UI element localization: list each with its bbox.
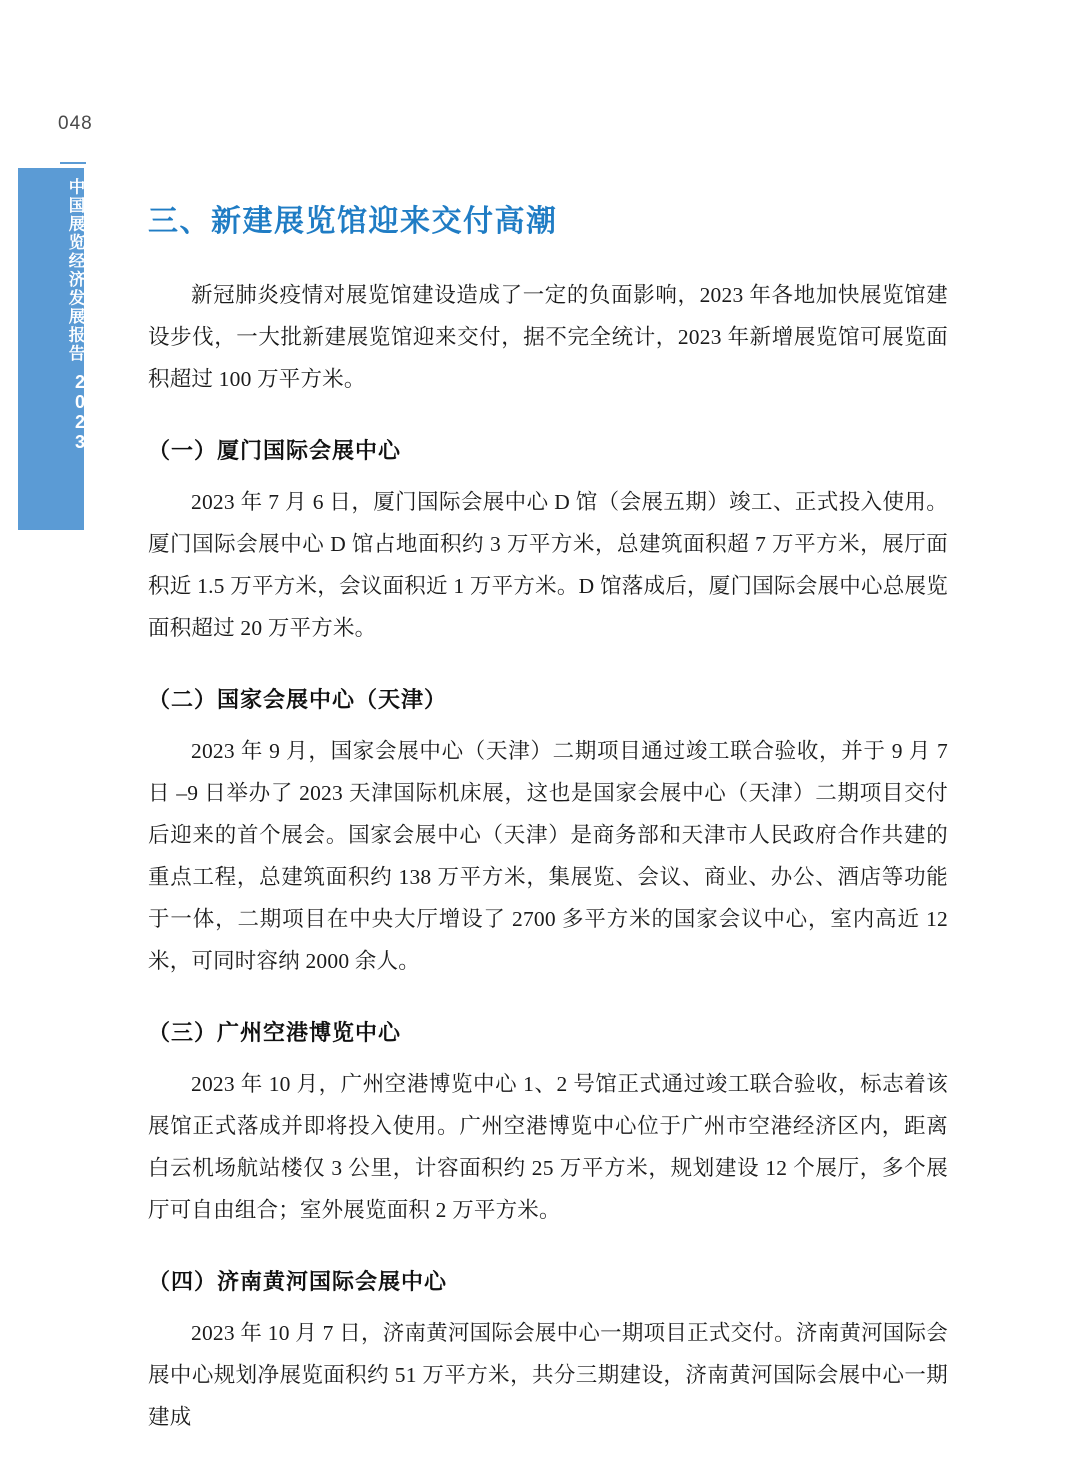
page-number: 048 [58, 113, 93, 134]
subsection-heading-2: （二）国家会展中心（天津） [148, 687, 448, 712]
running-year: 2023 [70, 372, 90, 452]
section-title: 三、新建展览馆迎来交付高潮 [148, 205, 558, 238]
subsection-heading-3: （三）广州空港博览中心 [148, 1020, 402, 1045]
subsection-heading-1: （一）厦门国际会展中心 [148, 438, 402, 463]
side-rule [60, 162, 86, 164]
running-title: 中国展览经济发展报告 [66, 178, 84, 363]
subsection-heading-4: （四）济南黄河国际会展中心 [148, 1269, 448, 1294]
subsection-paragraph-4: 2023 年 10 月 7 日，济南黄河国际会展中心一期项目正式交付。济南黄河国际会展中心规划净展览面积约 51 万平方米，共分三期建设，济南黄河国际会展中心一期建成 [148, 1321, 948, 1429]
subsection-paragraph-1: 2023 年 7 月 6 日，厦门国际会展中心 D 馆（会展五期）竣工、正式投入使用。厦门国际会展中心 D 馆占地面积约 3 万平方米，总建筑面积超 7 万平方米，展厅面积近 1.5 万平方米，会议面积近 1 万平方米。D 馆落成后，厦门国际会展中心总展览面积超过 20 万平方米。 [148, 490, 948, 640]
subsection-paragraph-3: 2023 年 10 月，广州空港博览中心 1、2 号馆正式通过竣工联合验收，标志着该展馆正式落成并即将投入使用。广州空港博览中心位于广州市空港经济区内，距离白云机场航站楼仅 3 公里，计容面积约 25 万平方米，规划建设 12 个展厅，多个展厅可自由组合；室外展览面积 2 万平方米。 [148, 1072, 948, 1222]
subsection-paragraph-2: 2023 年 9 月，国家会展中心（天津）二期项目通过竣工联合验收，并于 9 月 7 日 –9 日举办了 2023 天津国际机床展，这也是国家会展中心（天津）二期项目交付后迎来的首个展会。国家会展中心（天津）是商务部和天津市人民政府合作共建的重点工程，总建筑面积约 138 万平方米，集展览、会议、商业、办公、酒店等功能于一体，二期项目在中央大厅增设了 2700 多平方米的国家会议中心，室内高近 12 米，可同时容纳 2000 余人。 [148, 739, 948, 973]
section-intro-paragraph: 新冠肺炎疫情对展览馆建设造成了一定的负面影响，2023 年各地加快展览馆建设步伐，一大批新建展览馆迎来交付，据不完全统计，2023 年新增展览馆可展览面积超过 100 万平方米。 [148, 283, 948, 391]
page-content [148, 196, 948, 1442]
